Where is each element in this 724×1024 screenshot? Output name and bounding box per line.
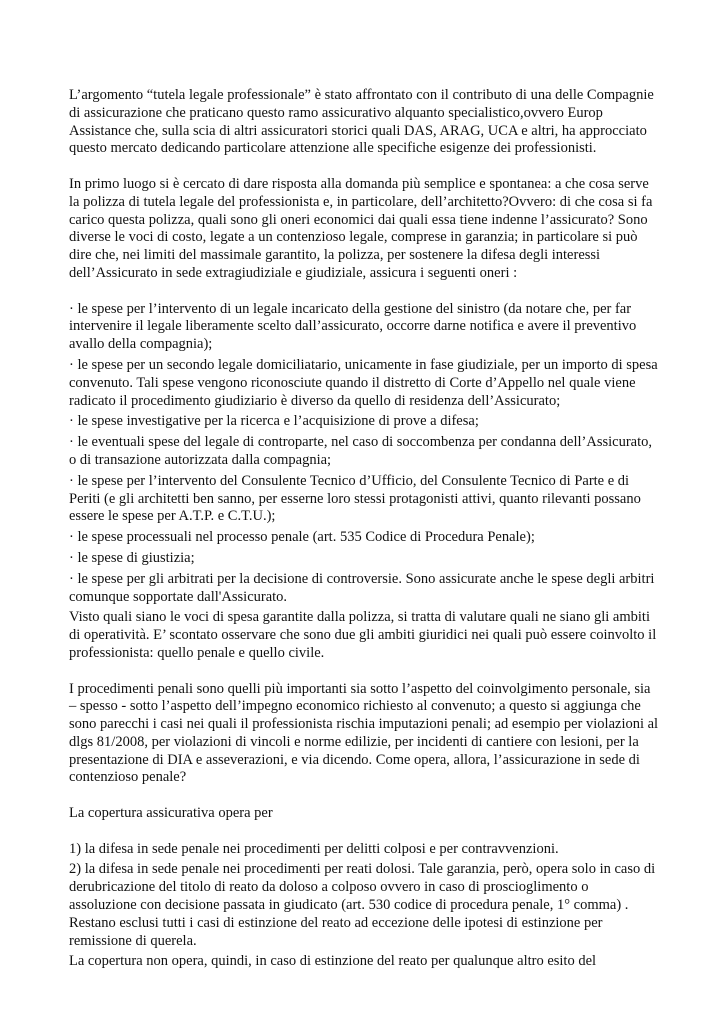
bullet-item: · le spese per gli arbitrati per la decisione di controversie. Sono assicurate anche le spese degli arbitri comunque sopportate dall'Assicurato.: [69, 570, 655, 605]
bullet-item: · le spese processuali nel processo penale (art. 535 Codice di Procedura Penale);: [69, 529, 535, 546]
bullet-item: · le spese investigative per la ricerca e l’acquisizione di prove a difesa;: [69, 413, 479, 430]
coverage-intro: La copertura assicurativa opera per: [69, 805, 273, 822]
closing-paragraph: La copertura non opera, quindi, in caso di estinzione del reato per qualunque altro esito del: [69, 953, 597, 970]
bullet-item: · le eventuali spese del legale di controparte, nel caso di soccombenza per condanna dell’Assicurato, o di transazione autorizzata dalla compagnia;: [69, 434, 652, 468]
document-page: [69, 87, 659, 971]
coverage-item-2: 2) la difesa in sede penale nei procedimenti per reati dolosi. Tale garanzia, però, opera solo in caso di derubricazione del titolo di reato da doloso a colposo ovvero in caso di proscioglimento o assoluzione con decisione passata in giudicato (art. 530 codice di procedura penale, 1° comma) . Restano esclusi tutti i casi di estinzione del reato ad eccezione delle ipotesi di estinzione per remissione di querela.: [69, 861, 656, 949]
bullet-item: · le spese per un secondo legale domiciliatario, unicamente in fase giudiziale, per un importo di spesa convenuto. Tali spese vengono riconosciute quando il distretto di Corte d’Appello nel quale viene radicato il procedimento giudiziario è diverso da quello di residenza dell’Assicurato;: [69, 356, 658, 409]
scope-paragraph: Visto quali siano le voci di spesa garantite dalla polizza, si tratta di valutare quali ne siano gli ambiti di operatività. E’ scontato osservare che sono due gli ambiti giuridici nei quali può essere coinvolto il professionista: quello penale e quello civile.: [69, 609, 657, 661]
intro-paragraph: L’argomento “tutela legale professionale” è stato affrontato con il contributo di una delle Compagnie di assicurazione che praticano questo ramo assicurativo alquanto specialistico,ovvero Europ Assistance che, sulla scia di altri assicuratori storici quali DAS, ARAG, UCA e altri, ha approcciato questo mercato dedicando particolare attenzione alle specifiche esigenze dei professionisti.: [69, 87, 654, 157]
coverage-item-1: 1) la difesa in sede penale nei procedimenti per delitti colposi e per contravvenzioni.: [69, 840, 559, 857]
bullet-item: · le spese per l’intervento del Consulente Tecnico d’Ufficio, del Consulente Tecnico di Parte e di Periti (e gli architetti ben sanno, per esserne loro stessi protagonisti attivi, quanto rilevanti possano essere le spese per A.T.P. e C.T.U.);: [69, 472, 641, 525]
bullet-item: · le spese di giustizia;: [69, 549, 195, 566]
bullet-item: · le spese per l’intervento di un legale incaricato della gestione del sinistro (da notare che, per far intervenire il legale liberamente scelto dall’assicurato, occorre darne notifica e avere il preventivo avallo della compagnia);: [69, 300, 637, 353]
penal-paragraph: I procedimenti penali sono quelli più importanti sia sotto l’aspetto del coinvolgimento personale, sia – spesso - sotto l’aspetto dell’impegno economico richiesto al convenuto; a questo si aggiunga che sono parecchi i casi nei quali il professionista rischia imputazioni penali; ad esempio per violazioni al dlgs 81/2008, per violazioni di vincoli e norme edilizie, per incidenti di cantiere con lesioni, per la presentazione di DIA e asseverazioni, e via dicendo. Come opera, allora, l’assicurazione in sede di contenzioso penale?: [69, 680, 659, 786]
question-paragraph: In primo luogo si è cercato di dare risposta alla domanda più semplice e spontanea: a che cosa serve la polizza di tutela legale del professionista e, in particolare, dell’architetto?Ovvero: di che cosa si fa carico questa polizza, quali sono gli oneri economici dai quali essa tiene indenne l’assicurato? Sono diverse le voci di costo, legate a un contenzioso legale, comprese in garanzia; in particolare si può dire che, nei limiti del massimale garantito, la polizza, per sostenere la difesa degli interessi dell’Assicurato in sede extragiudiziale e giudiziale, assicura i seguenti oneri :: [69, 175, 653, 281]
